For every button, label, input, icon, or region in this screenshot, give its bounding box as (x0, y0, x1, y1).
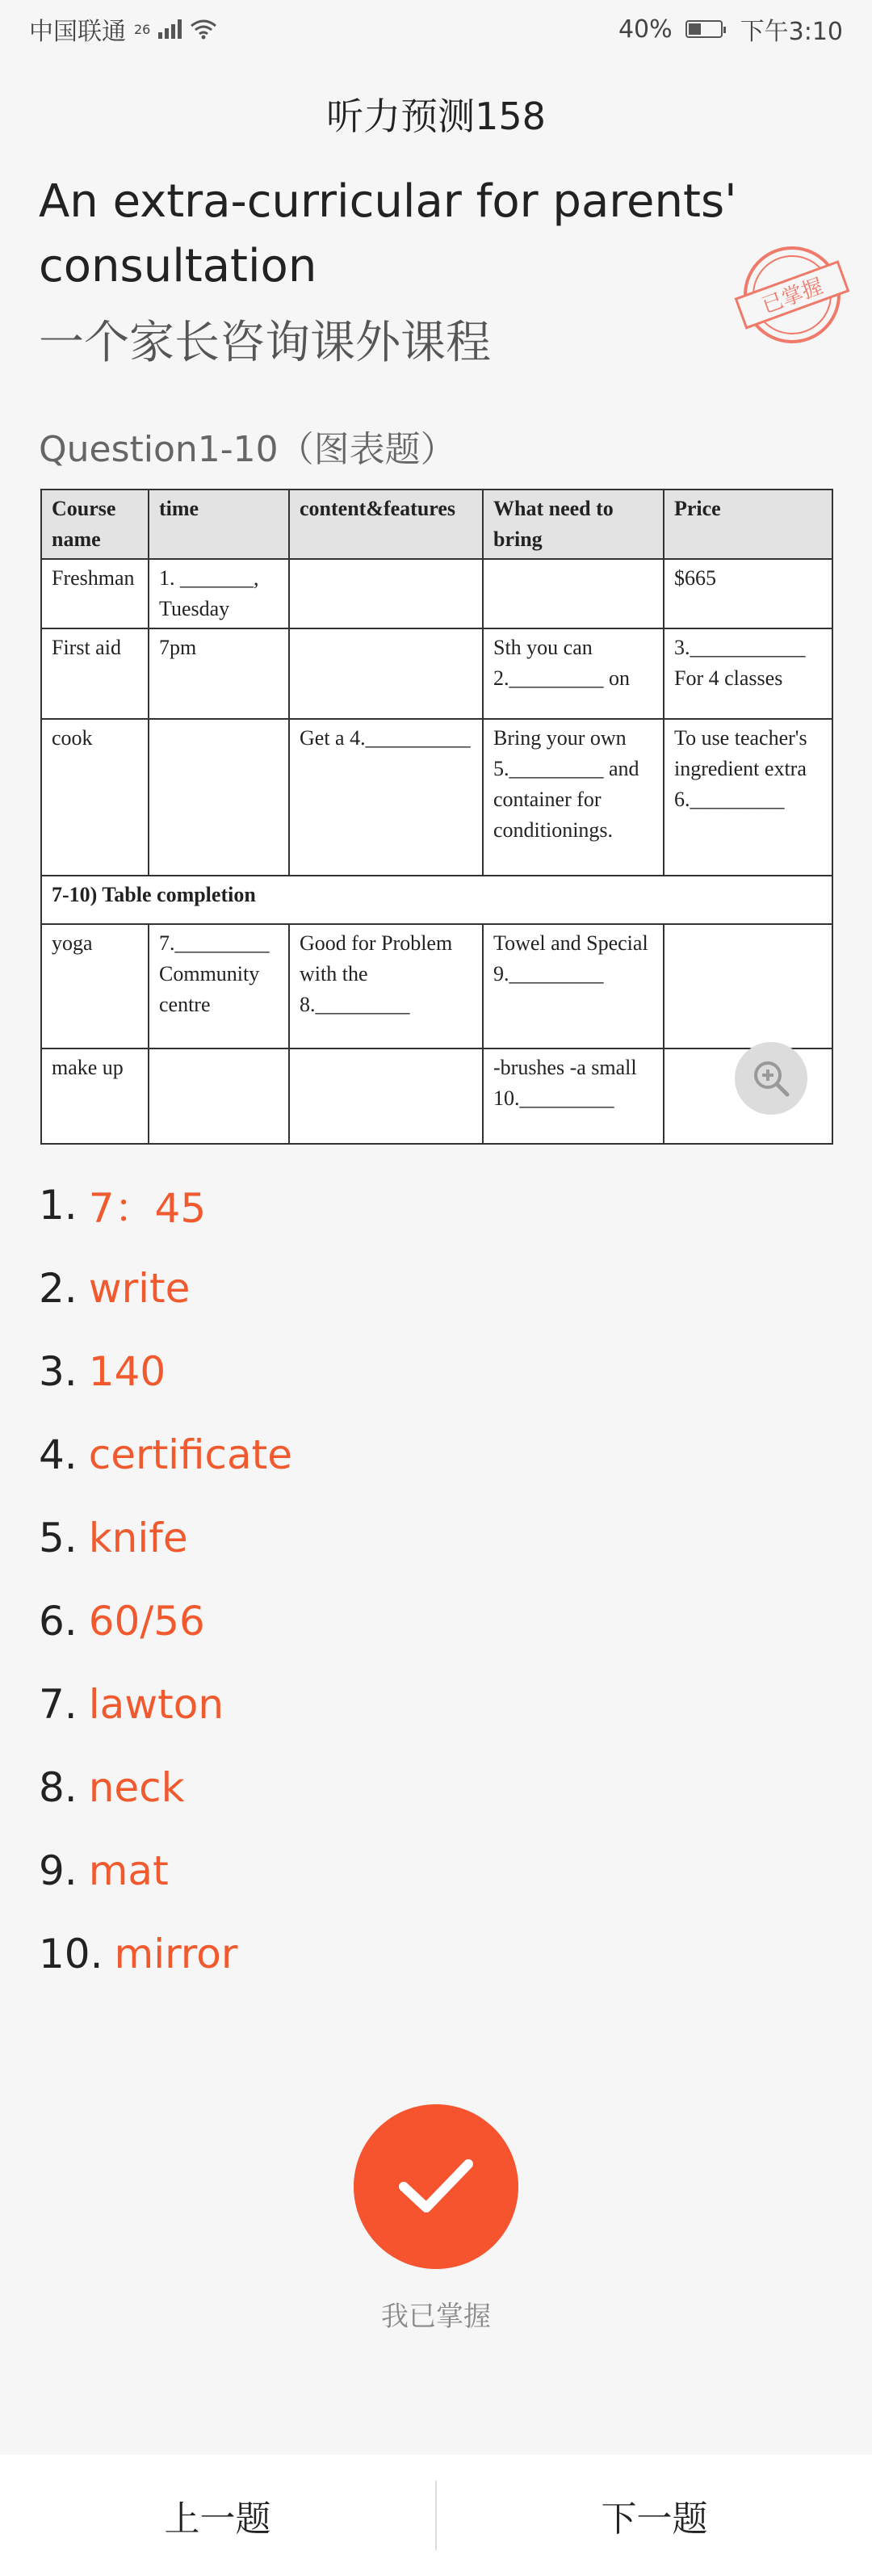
table-cell: Sth you can 2._________ on (483, 628, 664, 719)
table-cell: Towel and Special 9._________ (483, 924, 664, 1048)
table-row (41, 719, 832, 876)
next-question-button[interactable]: 下一题 (601, 2498, 708, 2540)
table-cell: 7pm (149, 628, 289, 719)
table-cell: Good for Problem with the 8._________ (289, 924, 483, 1048)
table-cell: make up (41, 1048, 149, 1144)
table-cell: yoga (41, 924, 149, 1048)
table-cell (149, 719, 289, 876)
list-item (39, 1413, 846, 1496)
table-section-row (41, 876, 832, 924)
answer-number: 7. (39, 1680, 78, 1728)
list-item (39, 1246, 846, 1330)
clock: 下午3:10 (740, 18, 843, 46)
table-cell: Get a 4.__________ (289, 719, 483, 876)
answer-number: 10. (39, 1930, 103, 1977)
answer-value: 140 (88, 1347, 166, 1395)
answer-number: 9. (39, 1847, 78, 1894)
answer-number: 8. (39, 1763, 78, 1811)
table-cell: $665 (664, 559, 832, 628)
answer-value: mirror (114, 1930, 238, 1977)
answer-value: write (88, 1264, 191, 1312)
table-cell: 3.___________ For 4 classes (664, 628, 832, 719)
status-bar (0, 0, 872, 58)
headline-en: An extra-curricular for parents' consultation (39, 175, 737, 292)
table-header-row (41, 490, 832, 559)
list-item (39, 1330, 846, 1413)
table-cell (483, 559, 664, 628)
signal-icon (158, 19, 182, 39)
table-cell (149, 1048, 289, 1144)
table-cell: Freshman (41, 559, 149, 628)
table-header: Price (664, 490, 832, 559)
answer-number: 3. (39, 1347, 78, 1395)
checkmark-icon (396, 2154, 476, 2219)
table-header: time (149, 490, 289, 559)
table-row (41, 559, 832, 628)
list-item (39, 1829, 846, 1912)
table-cell: First aid (41, 628, 149, 719)
page-title: 听力预测158 (326, 95, 546, 138)
answer-number: 6. (39, 1597, 78, 1645)
table-header: What need to bring (483, 490, 664, 559)
list-item (39, 1163, 846, 1246)
table-cell: 7._________ Community centre (149, 924, 289, 1048)
answer-value: certificate (88, 1431, 293, 1478)
table-cell (289, 1048, 483, 1144)
headline-cn: 一个家长咨询课外课程 (39, 317, 491, 369)
prev-question-button[interactable]: 上一题 (164, 2498, 271, 2540)
table-row (41, 1048, 832, 1144)
table-row (41, 924, 832, 1048)
table-cell: 1. _______, Tuesday (149, 559, 289, 628)
table-row (41, 628, 832, 719)
battery-percent: 40% (618, 15, 673, 44)
bottom-nav (0, 2455, 872, 2576)
list-item (39, 1662, 846, 1746)
mastered-button[interactable] (354, 2104, 518, 2269)
answer-value: 60/56 (88, 1597, 205, 1645)
list-item (39, 1496, 846, 1579)
answer-list (39, 1163, 846, 1995)
answer-number: 1. (39, 1181, 78, 1229)
list-item (39, 1746, 846, 1829)
carrier-name: 中国联通 (29, 18, 126, 46)
network-type: 26 (134, 21, 151, 37)
answer-number: 5. (39, 1514, 78, 1561)
list-item (39, 1579, 846, 1662)
zoom-in-icon (750, 1057, 792, 1099)
table-cell (289, 559, 483, 628)
table-cell (664, 924, 832, 1048)
table-header: content&features (289, 490, 483, 559)
battery-icon (685, 20, 723, 38)
table-cell: To use teacher's ingredient extra 6._________ (664, 719, 832, 876)
question-table[interactable] (40, 489, 832, 1145)
answer-value: neck (88, 1763, 185, 1811)
table-section-label: 7-10) Table completion (41, 876, 832, 924)
stamp-text: 已掌握 (758, 274, 827, 319)
answer-value: 7：45 (88, 1184, 207, 1232)
table-cell: -brushes -a small 10._________ (483, 1048, 664, 1144)
answer-value: mat (88, 1847, 169, 1894)
answer-number: 2. (39, 1264, 78, 1312)
answer-number: 4. (39, 1431, 78, 1478)
question-label: Question1-10（图表题） (39, 429, 456, 470)
table-cell: cook (41, 719, 149, 876)
table-cell (289, 628, 483, 719)
wifi-icon (190, 19, 217, 40)
answer-value: knife (88, 1514, 188, 1561)
zoom-in-button[interactable] (735, 1042, 807, 1115)
mastered-label: 我已掌握 (381, 2301, 491, 2333)
list-item (39, 1912, 846, 1995)
table-header: Course name (41, 490, 149, 559)
answer-value: lawton (88, 1680, 224, 1728)
table-cell: Bring your own 5._________ and container for conditionings. (483, 719, 664, 876)
